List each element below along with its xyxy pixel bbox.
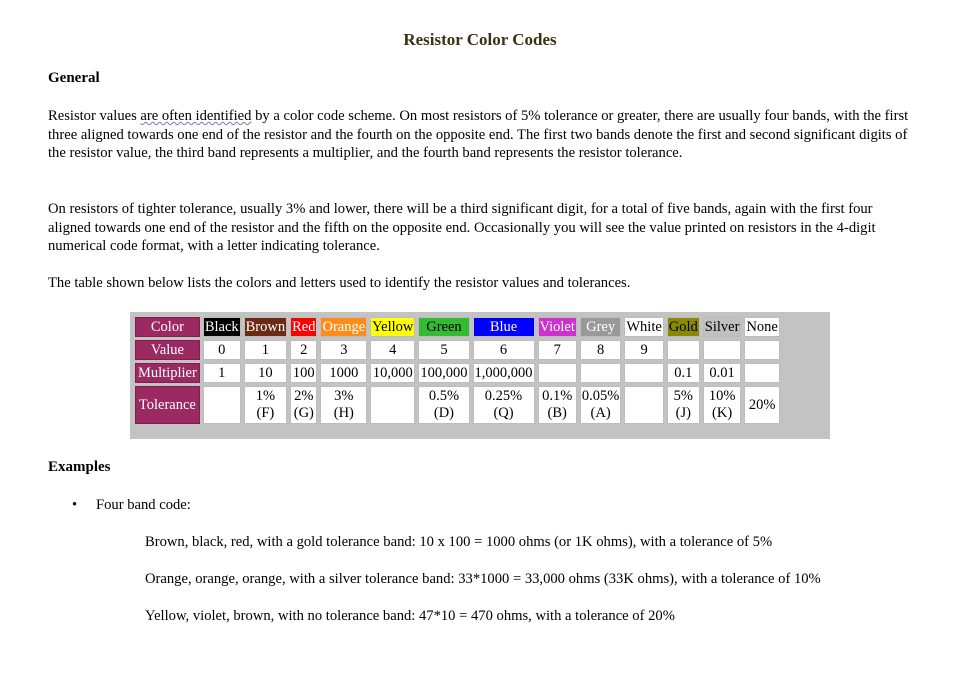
tolerance-percent: 0.1% <box>542 388 573 404</box>
tolerance-percent: 10% <box>708 388 736 404</box>
value-cell-none <box>744 340 779 360</box>
tolerance-cell-black <box>203 386 241 424</box>
spellcheck-squiggle-text[interactable]: are often identified <box>140 108 252 124</box>
color-cell-none: None <box>744 317 779 337</box>
value-cell-gold <box>667 340 700 360</box>
tolerance-percent: 20% <box>748 396 776 413</box>
multiplier-cell-gold: 0.1 <box>667 363 700 383</box>
multiplier-cell-black: 1 <box>203 363 241 383</box>
tolerance-letter: (A) <box>590 405 611 421</box>
multiplier-cell-brown: 10 <box>244 363 287 383</box>
multiplier-cell-yellow: 10,000 <box>370 363 415 383</box>
tolerance-cell-none <box>744 386 779 424</box>
tolerance-percent: 5% <box>673 388 693 404</box>
multiplier-cell-orange: 1000 <box>320 363 367 383</box>
tolerance-letter: (D) <box>433 405 455 421</box>
tolerance-letter: (H) <box>333 405 354 421</box>
table-row-color <box>135 317 780 337</box>
tolerance-cell-blue <box>473 386 535 424</box>
bullet-text: Four band code: <box>96 497 191 513</box>
color-cell-grey: Grey <box>580 317 621 337</box>
value-cell-orange: 3 <box>320 340 367 360</box>
table-row-tolerance <box>135 386 780 424</box>
tolerance-cell-gold <box>667 386 700 424</box>
tolerance-percent: 1% <box>255 388 276 404</box>
table-row-value <box>135 340 780 360</box>
row-label-value: Value <box>135 340 200 360</box>
value-cell-red: 2 <box>290 340 317 360</box>
tolerance-cell-violet <box>538 386 577 424</box>
value-cell-grey: 8 <box>580 340 621 360</box>
general-paragraph-2: On resistors of tighter tolerance, usually 3% and lower, there will be a third significant digit, for a total of five bands, again with the first four aligned towards one end of the resistor and the fifth on the opposite end. Occasionally you will see the value printed on resistors in the 4-digit numerical code format, with a letter indicating tolerance. <box>48 201 876 254</box>
example-line-1: Brown, black, red, with a gold tolerance band: 10 x 100 = 1000 ohms (or 1K ohms), with a tolerance of 5% <box>145 534 773 550</box>
example-line-3: Yellow, violet, brown, with no tolerance band: 47*10 = 470 ohms, with a tolerance of 20% <box>145 608 675 624</box>
tolerance-percent: 0.05% <box>581 388 620 404</box>
tolerance-cell-brown <box>244 386 287 424</box>
tolerance-percent: 0.25% <box>484 388 523 404</box>
bullet-dot-icon: • <box>72 497 78 513</box>
multiplier-cell-blue: 1,000,000 <box>473 363 535 383</box>
tolerance-letter: (J) <box>675 405 691 421</box>
color-code-table <box>132 314 783 427</box>
general-paragraph-1 <box>48 107 913 163</box>
tolerance-cell-white <box>624 386 663 424</box>
value-cell-yellow: 4 <box>370 340 415 360</box>
general-paragraph-1-rest: by a color code scheme. On most resistors of 5% tolerance or greater, there are usually four bands, with the first three aligned towards one end of the resistor and the fourth on the opposite end. The first two bands denote the first and second significant digits of the resistor value, the third band represents a multiplier, and the fourth band represents the resistor tolerance. <box>48 108 909 161</box>
color-code-table-frame <box>130 312 830 439</box>
example-line-2: Orange, orange, orange, with a silver tolerance band: 33*1000 = 33,000 ohms (33K ohms), with a tolerance of 10% <box>145 571 821 587</box>
color-cell-silver: Silver <box>703 317 742 337</box>
value-cell-brown: 1 <box>244 340 287 360</box>
value-cell-black: 0 <box>203 340 241 360</box>
examples-heading: Examples <box>48 459 111 475</box>
color-cell-blue: Blue <box>473 317 535 337</box>
tolerance-percent: 0.5% <box>428 388 460 404</box>
page-title: Resistor Color Codes <box>403 30 557 49</box>
row-label-tolerance: Tolerance <box>135 386 200 424</box>
table-row-multiplier <box>135 363 780 383</box>
tolerance-cell-silver <box>703 386 742 424</box>
tolerance-letter: (F) <box>256 405 275 421</box>
color-cell-gold: Gold <box>667 317 700 337</box>
multiplier-cell-red: 100 <box>290 363 317 383</box>
tolerance-letter: (Q) <box>493 405 514 421</box>
tolerance-cell-red <box>290 386 317 424</box>
tolerance-letter: (K) <box>712 405 733 421</box>
value-cell-green: 5 <box>418 340 469 360</box>
multiplier-cell-none <box>744 363 779 383</box>
row-label-multiplier: Multiplier <box>135 363 200 383</box>
general-heading: General <box>48 70 100 86</box>
color-cell-black: Black <box>203 317 241 337</box>
tolerance-percent: 2% <box>294 388 314 404</box>
color-cell-brown: Brown <box>244 317 287 337</box>
multiplier-cell-silver: 0.01 <box>703 363 742 383</box>
tolerance-cell-orange <box>320 386 367 424</box>
general-paragraph-1-start: Resistor values <box>48 108 141 124</box>
color-cell-violet: Violet <box>538 317 577 337</box>
color-cell-white: White <box>624 317 663 337</box>
multiplier-cell-grey <box>580 363 621 383</box>
tolerance-letter: (B) <box>547 405 567 421</box>
tolerance-cell-grey <box>580 386 621 424</box>
color-cell-yellow: Yellow <box>370 317 415 337</box>
color-cell-red: Red <box>290 317 317 337</box>
tolerance-percent: 3% <box>334 388 354 404</box>
value-cell-white: 9 <box>624 340 663 360</box>
value-cell-blue: 6 <box>473 340 535 360</box>
tolerance-cell-green <box>418 386 469 424</box>
multiplier-cell-violet <box>538 363 577 383</box>
color-cell-green: Green <box>418 317 469 337</box>
multiplier-cell-green: 100,000 <box>418 363 469 383</box>
value-cell-violet: 7 <box>538 340 577 360</box>
multiplier-cell-white <box>624 363 663 383</box>
value-cell-silver <box>703 340 742 360</box>
tolerance-cell-yellow <box>370 386 415 424</box>
color-cell-orange: Orange <box>320 317 367 337</box>
general-paragraph-3: The table shown below lists the colors and letters used to identify the resistor values and tolerances. <box>48 275 631 291</box>
tolerance-letter: (G) <box>293 405 314 421</box>
row-label-color: Color <box>135 317 200 337</box>
